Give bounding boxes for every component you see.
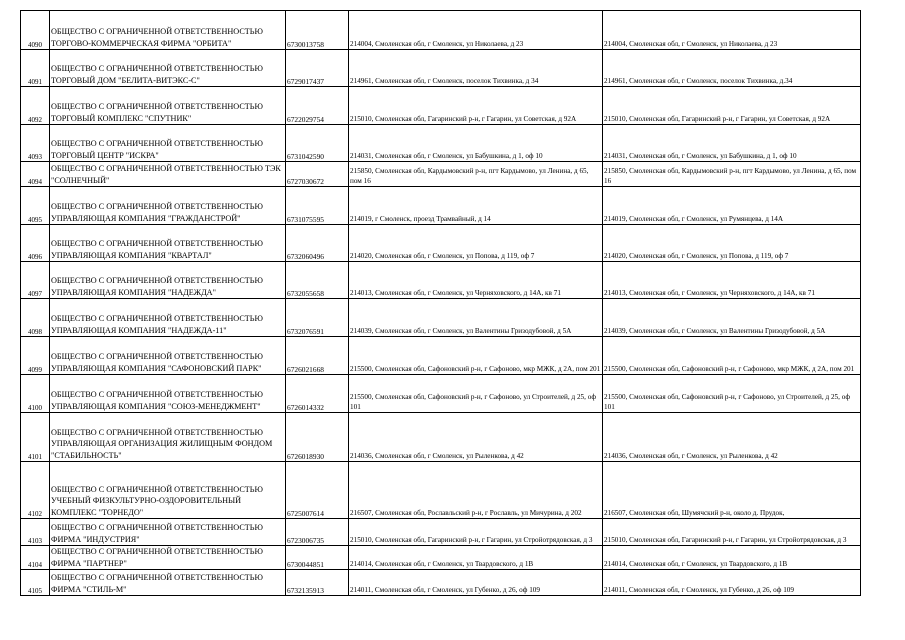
row-number-cell: 4102 [21,462,50,519]
inn-cell: 6732055658 [286,262,349,299]
organization-name-cell: ОБЩЕСТВО С ОГРАНИЧЕННОЙ ОТВЕТСТВЕННОСТЬЮ УПРАВЛЯЮЩАЯ ОРГАНИЗАЦИЯ ЖИЛИЩНЫМ ФОНДОМ "СТАБИЛЬНОСТЬ" [50,413,286,462]
table-row [21,413,861,462]
row-number-cell: 4091 [21,50,50,87]
organization-name-cell: ОБЩЕСТВО С ОГРАНИЧЕННОЙ ОТВЕТСТВЕННОСТЬЮ УПРАВЛЯЮЩАЯ КОМПАНИЯ "НАДЕЖДА" [50,262,286,299]
organization-name-cell: ОБЩЕСТВО С ОГРАНИЧЕННОЙ ОТВЕТСТВЕННОСТЬЮ ТОРГОВЫЙ КОМПЛЕКС "СПУТНИК" [50,87,286,125]
registry-table [20,10,861,596]
row-number-cell: 4104 [21,546,50,570]
inn-cell: 6730044851 [286,546,349,570]
row-number-cell: 4094 [21,162,50,187]
inn-cell: 6727030672 [286,162,349,187]
table-row [21,462,861,519]
table-row [21,546,861,570]
inn-cell: 6722029754 [286,87,349,125]
inn-cell: 6731075595 [286,187,349,225]
inn-cell: 6731042590 [286,125,349,162]
row-number-cell: 4097 [21,262,50,299]
organization-name-cell: ОБЩЕСТВО С ОГРАНИЧЕННОЙ ОТВЕТСТВЕННОСТЬЮ УПРАВЛЯЮЩАЯ КОМПАНИЯ "НАДЕЖДА-11" [50,299,286,337]
table-row [21,162,861,187]
row-number-cell: 4090 [21,11,50,50]
actual-address-cell: 214961, Смоленская обл, г Смоленск, поселок Тихвинка, д.34 [603,50,861,87]
inn-cell: 6723006735 [286,519,349,546]
legal-address-cell: 215500, Смоленская обл, Сафоновский р-н, г Сафоново, ул Строителей, д 25, оф 101 [349,375,603,413]
row-number-cell: 4100 [21,375,50,413]
legal-address-cell: 214961, Смоленская обл, г Смоленск, поселок Тихвинка, д 34 [349,50,603,87]
actual-address-cell: 214020, Смоленская обл, г Смоленск, ул Попова, д 119, оф 7 [603,225,861,262]
table-row [21,299,861,337]
legal-address-cell: 214004, Смоленская обл, г Смоленск, ул Николаева, д 23 [349,11,603,50]
actual-address-cell: 214031, Смоленская обл, г Смоленск, ул Бабушкина, д 1, оф 10 [603,125,861,162]
table-row [21,225,861,262]
inn-cell: 6726021668 [286,337,349,375]
inn-cell: 6732076591 [286,299,349,337]
table-row [21,125,861,162]
table-row [21,337,861,375]
organization-name-cell: ОБЩЕСТВО С ОГРАНИЧЕННОЙ ОТВЕТСТВЕННОСТЬЮ УПРАВЛЯЮЩАЯ КОМПАНИЯ "САФОНОВСКИЙ ПАРК" [50,337,286,375]
organization-name-cell: ОБЩЕСТВО С ОГРАНИЧЕННОЙ ОТВЕТСТВЕННОСТЬЮ ТЭК "СОЛНЕЧНЫЙ" [50,162,286,187]
organization-name-cell: ОБЩЕСТВО С ОГРАНИЧЕННОЙ ОТВЕТСТВЕННОСТЬЮ ТОРГОВЫЙ ЦЕНТР "ИСКРА" [50,125,286,162]
organization-name-cell: ОБЩЕСТВО С ОГРАНИЧЕННОЙ ОТВЕТСТВЕННОСТЬЮ ТОРГОВО-КОММЕРЧЕСКАЯ ФИРМА "ОРБИТА" [50,11,286,50]
actual-address-cell: 215010, Смоленская обл, Гагаринский р-н, г Гагарин, ул Стройотрядовская, д 3 [603,519,861,546]
registry-table-body [21,11,861,596]
actual-address-cell: 214039, Смоленская обл, г Смоленск, ул Валентины Гризодубовой, д 5А [603,299,861,337]
legal-address-cell: 216507, Смоленская обл, Рославльский р-н, г Рославль, ул Мичурина, д 202 [349,462,603,519]
table-row [21,87,861,125]
inn-cell: 6730013758 [286,11,349,50]
table-row [21,50,861,87]
legal-address-cell: 214013, Смоленская обл, г Смоленск, ул Черняховского, д 14А, кв 71 [349,262,603,299]
inn-cell: 6732060496 [286,225,349,262]
actual-address-cell: 215010, Смоленская обл, Гагаринский р-н, г Гагарин, ул Советская, д 92А [603,87,861,125]
table-row [21,519,861,546]
inn-cell: 6725007614 [286,462,349,519]
legal-address-cell: 214031, Смоленская обл, г Смоленск, ул Бабушкина, д 1, оф 10 [349,125,603,162]
organization-name-cell: ОБЩЕСТВО С ОГРАНИЧЕННОЙ ОТВЕТСТВЕННОСТЬЮ ФИРМА "ИНДУСТРИЯ" [50,519,286,546]
legal-address-cell: 215850, Смоленская обл, Кардымовский р-н, пгт Кардымово, ул Ленина, д 65, пом 16 [349,162,603,187]
actual-address-cell: 214014, Смоленская обл, г Смоленск, ул Твардовского, д 1В [603,546,861,570]
table-row [21,375,861,413]
legal-address-cell: 214020, Смоленская обл, г Смоленск, ул Попова, д 119, оф 7 [349,225,603,262]
legal-address-cell: 215010, Смоленская обл, Гагаринский р-н, г Гагарин, ул Советская, д 92А [349,87,603,125]
organization-name-cell: ОБЩЕСТВО С ОГРАНИЧЕННОЙ ОТВЕТСТВЕННОСТЬЮ УПРАВЛЯЮЩАЯ КОМПАНИЯ "СОЮЗ-МЕНЕДЖМЕНТ" [50,375,286,413]
row-number-cell: 4093 [21,125,50,162]
organization-name-cell: ОБЩЕСТВО С ОГРАНИЧЕННОЙ ОТВЕТСТВЕННОСТЬЮ ФИРМА "СТИЛЬ-М" [50,570,286,596]
actual-address-cell: 216507, Смоленская обл, Шумячский р-н, около д. Прудок, [603,462,861,519]
table-row [21,187,861,225]
legal-address-cell: 214019, г Смоленск, проезд Трамвайный, д 14 [349,187,603,225]
actual-address-cell: 214011, Смоленская обл, г Смоленск, ул Губенко, д 26, оф 109 [603,570,861,596]
actual-address-cell: 215500, Смоленская обл, Сафоновский р-н, г Сафоново, мкр МЖК, д 2А, пом 201 [603,337,861,375]
organization-name-cell: ОБЩЕСТВО С ОГРАНИЧЕННОЙ ОТВЕТСТВЕННОСТЬЮ ФИРМА "ПАРТНЕР" [50,546,286,570]
actual-address-cell: 215500, Смоленская обл, Сафоновский р-н, г Сафоново, ул Строителей, д 25, оф 101 [603,375,861,413]
legal-address-cell: 214014, Смоленская обл, г Смоленск, ул Твардовского, д 1В [349,546,603,570]
row-number-cell: 4095 [21,187,50,225]
table-row [21,262,861,299]
row-number-cell: 4098 [21,299,50,337]
organization-name-cell: ОБЩЕСТВО С ОГРАНИЧЕННОЙ ОТВЕТСТВЕННОСТЬЮ ТОРГОВЫЙ ДОМ "БЕЛИТА-ВИТЭКС-С" [50,50,286,87]
organization-name-cell: ОБЩЕСТВО С ОГРАНИЧЕННОЙ ОТВЕТСТВЕННОСТЬЮ УПРАВЛЯЮЩАЯ КОМПАНИЯ "ГРАЖДАНСТРОЙ" [50,187,286,225]
legal-address-cell: 214011, Смоленская обл, г Смоленск, ул Губенко, д 26, оф 109 [349,570,603,596]
inn-cell: 6726018930 [286,413,349,462]
inn-cell: 6726014332 [286,375,349,413]
legal-address-cell: 214039, Смоленская обл, г Смоленск, ул Валентины Гризодубовой, д 5А [349,299,603,337]
actual-address-cell: 215850, Смоленская обл, Кардымовский р-н, пгт Кардымово, ул Ленина, д 65, пом 16 [603,162,861,187]
actual-address-cell: 214013, Смоленская обл, г Смоленск, ул Черняховского, д 14А, кв 71 [603,262,861,299]
actual-address-cell: 214019, Смоленская обл, г Смоленск, ул Румянцева, д 14А [603,187,861,225]
inn-cell: 6729017437 [286,50,349,87]
legal-address-cell: 215500, Смоленская обл, Сафоновский р-н, г Сафоново, мкр МЖК, д 2А, пом 201 [349,337,603,375]
row-number-cell: 4105 [21,570,50,596]
table-row [21,570,861,596]
row-number-cell: 4092 [21,87,50,125]
legal-address-cell: 214036, Смоленская обл, г Смоленск, ул Рыленкова, д 42 [349,413,603,462]
row-number-cell: 4103 [21,519,50,546]
legal-address-cell: 215010, Смоленская обл, Гагаринский р-н, г Гагарин, ул Стройотрядовская, д 3 [349,519,603,546]
organization-name-cell: ОБЩЕСТВО С ОГРАНИЧЕННОЙ ОТВЕТСТВЕННОСТЬЮ УПРАВЛЯЮЩАЯ КОМПАНИЯ "КВАРТАЛ" [50,225,286,262]
row-number-cell: 4099 [21,337,50,375]
actual-address-cell: 214036, Смоленская обл, г Смоленск, ул Рыленкова, д 42 [603,413,861,462]
organization-name-cell: ОБЩЕСТВО С ОГРАНИЧЕННОЙ ОТВЕТСТВЕННОСТЬЮ УЧЕБНЫЙ ФИЗКУЛЬТУРНО-ОЗДОРОВИТЕЛЬНЫЙ КОМПЛЕКС "ТОРНЕДО" [50,462,286,519]
row-number-cell: 4096 [21,225,50,262]
row-number-cell: 4101 [21,413,50,462]
inn-cell: 6732135913 [286,570,349,596]
actual-address-cell: 214004, Смоленская обл, г Смоленск, ул Николаева, д 23 [603,11,861,50]
table-row [21,11,861,50]
